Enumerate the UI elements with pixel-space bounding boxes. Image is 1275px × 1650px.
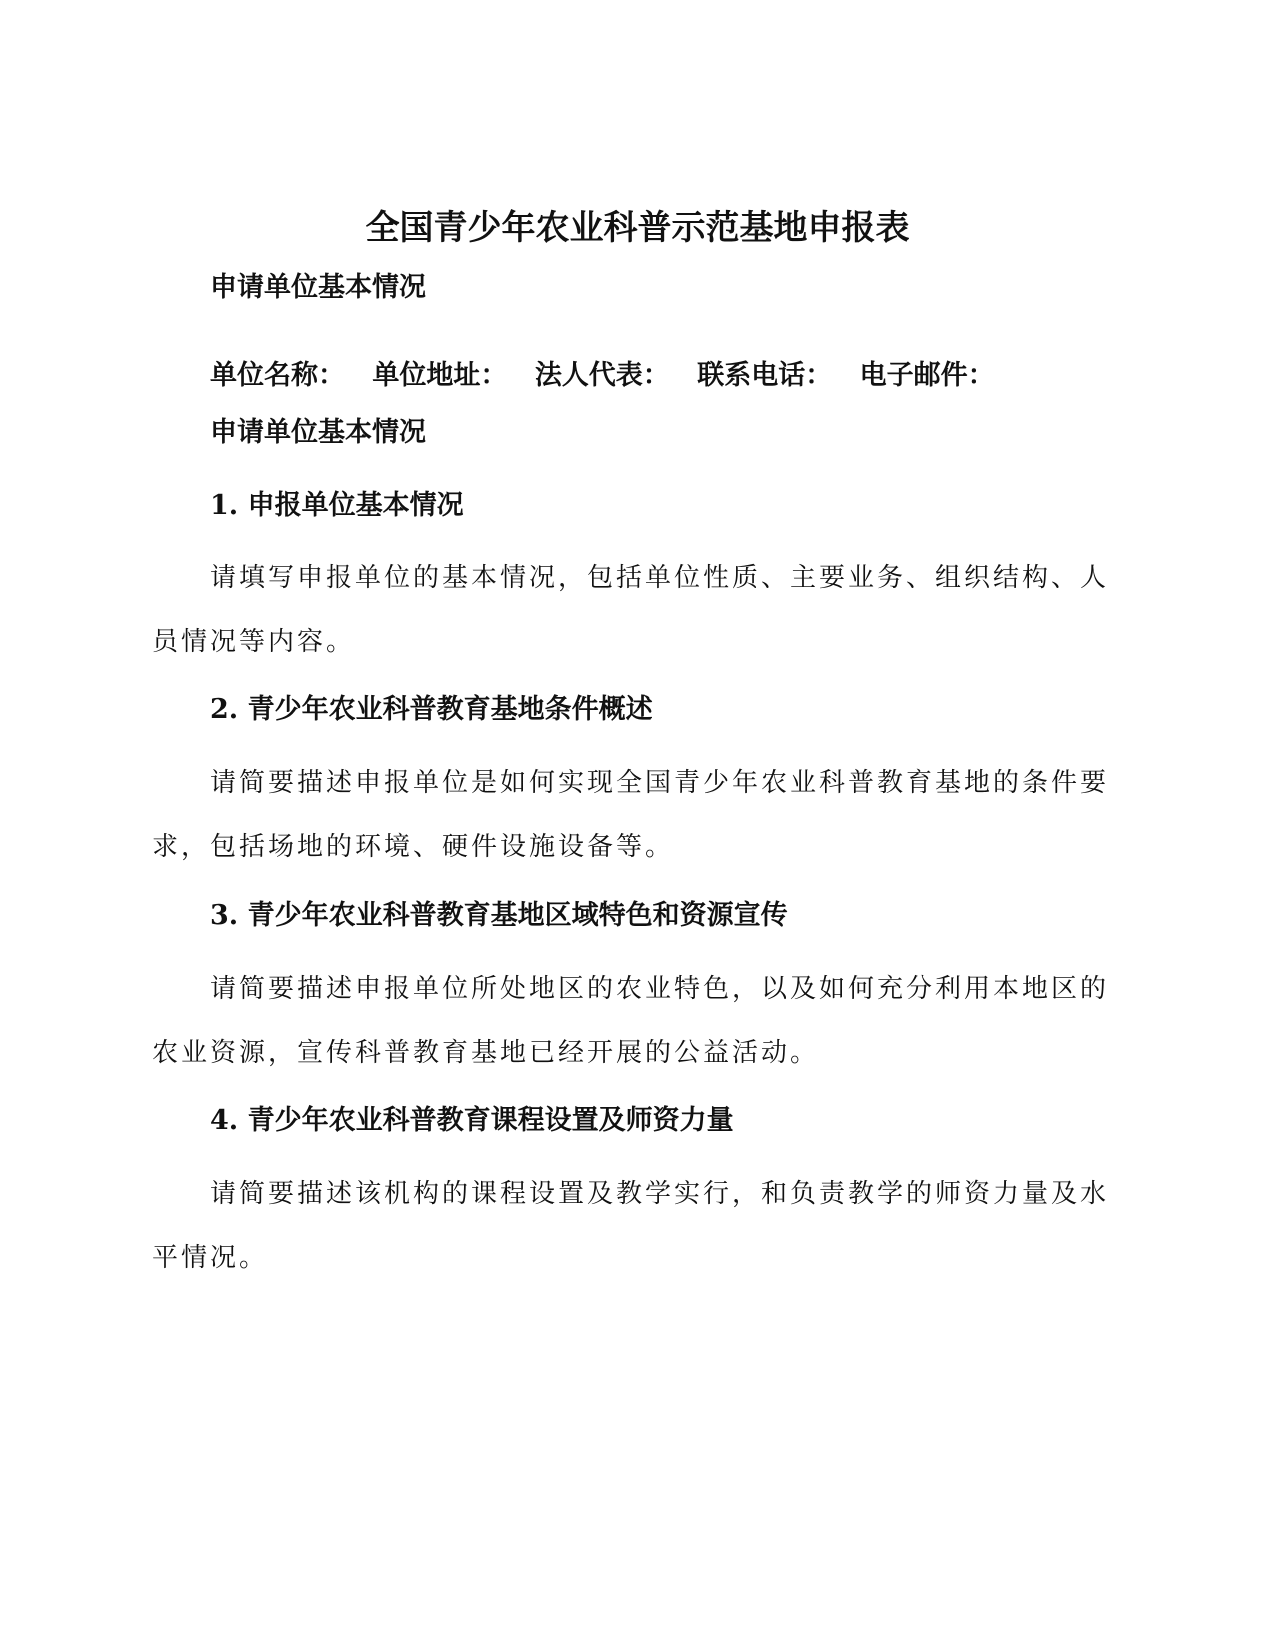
- item-text-1: 请填写申报单位的基本情况，包括单位性质、主要业务、组织结构、人员情况等内容。: [152, 563, 1110, 657]
- field-contact-phone: 联系电话：: [697, 360, 833, 391]
- item-heading-1: 1. 申报单位基本情况: [210, 490, 464, 521]
- item-text-4: 请简要描述该机构的课程设置及教学实行，和负责教学的师资力量及水平情况。: [152, 1179, 1110, 1273]
- item-heading-3: 3. 青少年农业科普教育基地区域特色和资源宣传: [210, 900, 788, 931]
- field-email: 电子邮件：: [859, 360, 995, 391]
- field-unit-name: 单位名称：: [210, 360, 345, 391]
- item-heading-4: 4. 青少年农业科普教育课程设置及师资力量: [210, 1105, 734, 1136]
- applicant-fields: [210, 358, 1013, 394]
- item-text-3: 请简要描述申报单位所处地区的农业特色，以及如何充分利用本地区的农业资源，宣传科普教育基地已经开展的公益活动。: [152, 974, 1110, 1068]
- section-heading: 申请单位基本情况: [210, 272, 426, 303]
- section-heading: 申请单位基本情况: [210, 417, 426, 448]
- field-unit-address: 单位地址：: [372, 360, 508, 391]
- document-title: 全国青少年农业科普示范基地申报表: [365, 208, 910, 248]
- item-heading-2: 2. 青少年农业科普教育基地条件概述: [210, 694, 653, 725]
- item-text-2: 请简要描述申报单位是如何实现全国青少年农业科普教育基地的条件要求，包括场地的环境、硬件设施设备等。: [152, 768, 1110, 862]
- field-legal-representative: 法人代表：: [534, 360, 670, 391]
